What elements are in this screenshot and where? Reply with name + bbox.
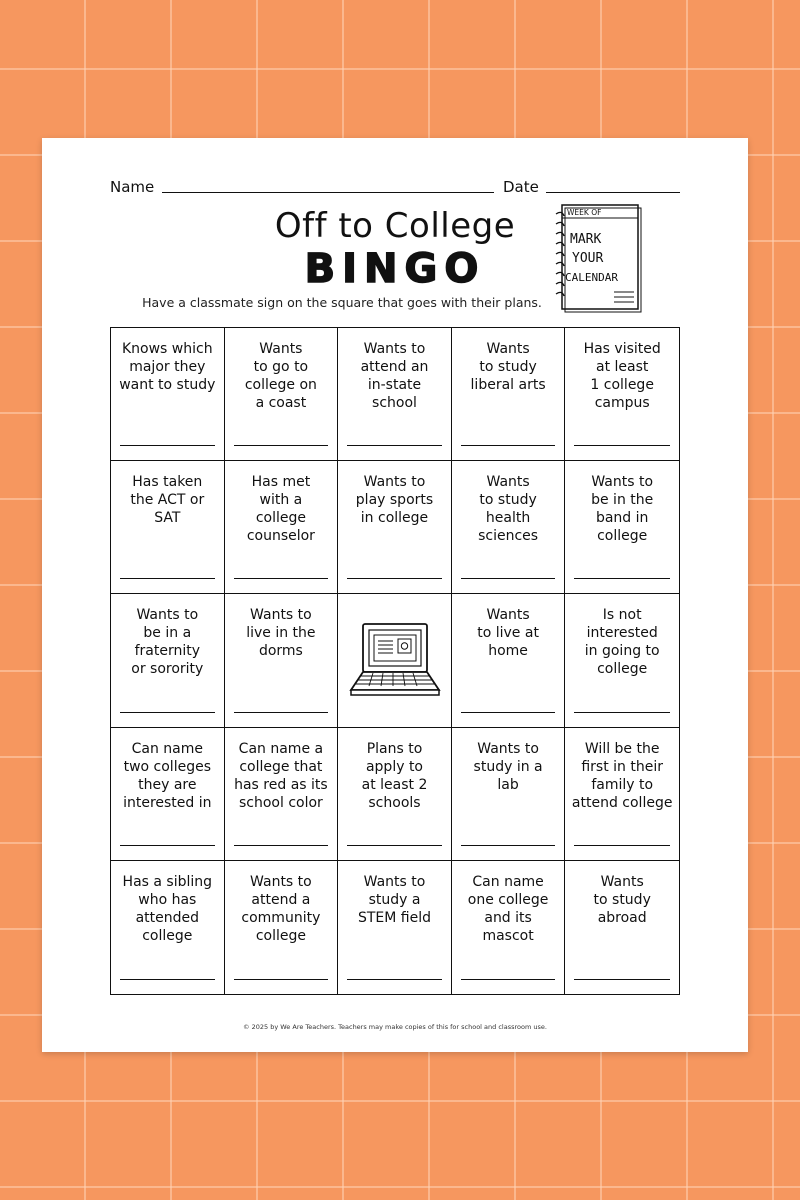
cell-prompt: Can name a college that has red as its school color <box>234 740 328 811</box>
bingo-cell[interactable] <box>225 594 339 727</box>
bingo-cell[interactable] <box>452 461 566 594</box>
signature-line[interactable] <box>574 578 670 579</box>
signature-line[interactable] <box>120 578 215 579</box>
signature-line[interactable] <box>234 445 329 446</box>
bingo-cell[interactable] <box>452 328 566 461</box>
cell-prompt: Wants to be in a fraternity or sorority <box>131 607 204 678</box>
bingo-cell[interactable] <box>338 728 452 861</box>
calendar-line-3: CALENDAR <box>565 271 618 284</box>
worksheet-page <box>42 138 748 1052</box>
name-label: Name <box>110 178 155 196</box>
bingo-cell[interactable] <box>225 728 339 861</box>
cell-prompt: Has visited at least 1 college campus <box>583 341 661 411</box>
bingo-cell[interactable] <box>565 594 679 727</box>
bingo-cell[interactable] <box>452 861 566 994</box>
bingo-grid <box>110 327 680 995</box>
cell-prompt: Knows which major they want to study <box>119 341 216 393</box>
bingo-cell[interactable] <box>565 728 679 861</box>
bingo-cell[interactable] <box>565 861 679 994</box>
date-label: Date <box>503 178 539 196</box>
cell-prompt: Wants to attend an in-state school <box>360 341 429 411</box>
cell-prompt: Wants to study liberal arts <box>470 341 546 393</box>
calendar-notepad-icon <box>552 202 644 314</box>
name-field-line[interactable] <box>162 192 494 193</box>
laptop-icon <box>345 620 445 700</box>
calendar-line-1: MARK <box>570 232 602 247</box>
cell-prompt: Wants to study abroad <box>593 873 651 926</box>
signature-line[interactable] <box>347 578 442 579</box>
name-date-row <box>110 178 680 196</box>
bingo-heading: BINGO <box>304 246 486 292</box>
signature-line[interactable] <box>347 979 442 980</box>
signature-line[interactable] <box>234 845 329 846</box>
cell-prompt: Has taken the ACT or SAT <box>130 474 205 527</box>
cell-prompt: Wants to study health sciences <box>478 474 539 545</box>
bingo-cell[interactable] <box>111 594 225 727</box>
bingo-cell[interactable] <box>225 461 339 594</box>
cell-prompt: Wants to be in the band in college <box>591 474 654 545</box>
cell-prompt: Has met with a college counselor <box>246 474 315 545</box>
signature-line[interactable] <box>120 712 215 713</box>
bingo-cell[interactable] <box>565 461 679 594</box>
signature-line[interactable] <box>574 712 670 713</box>
date-field-line[interactable] <box>546 192 680 193</box>
bingo-cell[interactable] <box>452 594 566 727</box>
signature-line[interactable] <box>120 845 215 846</box>
bingo-cell[interactable] <box>111 728 225 861</box>
calendar-line-2: YOUR <box>572 251 604 266</box>
cell-prompt: Wants to go to college on a coast <box>244 341 317 411</box>
cell-prompt: Wants to live at home <box>477 607 539 660</box>
signature-line[interactable] <box>461 445 556 446</box>
signature-line[interactable] <box>234 712 329 713</box>
bingo-cell[interactable] <box>338 861 452 994</box>
signature-line[interactable] <box>461 578 556 579</box>
cell-prompt: Is not interested in going to college <box>584 607 660 678</box>
calendar-week-label: WEEK OF <box>567 208 602 217</box>
signature-line[interactable] <box>347 845 442 846</box>
bingo-cell[interactable] <box>111 861 225 994</box>
cell-prompt: Wants to study in a lab <box>473 740 543 793</box>
cell-prompt: Has a sibling who has attended college <box>122 873 213 944</box>
signature-line[interactable] <box>234 979 329 980</box>
bingo-cell[interactable] <box>565 328 679 461</box>
signature-line[interactable] <box>120 445 215 446</box>
bingo-cell[interactable] <box>225 328 339 461</box>
bingo-cell[interactable] <box>111 328 225 461</box>
cell-prompt: Plans to apply to at least 2 schools <box>361 740 428 811</box>
signature-line[interactable] <box>234 578 329 579</box>
signature-line[interactable] <box>461 712 556 713</box>
bingo-cell[interactable] <box>338 461 452 594</box>
page-title: Off to College <box>274 206 516 246</box>
signature-line[interactable] <box>347 445 442 446</box>
signature-line[interactable] <box>574 445 670 446</box>
cell-prompt: Wants to attend a community college <box>241 873 321 944</box>
bingo-cell[interactable] <box>225 861 339 994</box>
bingo-cell[interactable] <box>452 728 566 861</box>
signature-line[interactable] <box>461 845 556 846</box>
signature-line[interactable] <box>461 979 556 980</box>
cell-prompt: Wants to play sports in college <box>355 474 434 527</box>
cell-prompt: Wants to study a STEM field <box>357 873 431 926</box>
signature-line[interactable] <box>120 979 215 980</box>
instructions-text: Have a classmate sign on the square that goes with their plans. <box>142 295 542 310</box>
cell-prompt: Wants to live in the dorms <box>246 607 316 660</box>
cell-prompt: Can name two colleges they are interested in <box>123 740 212 811</box>
signature-line[interactable] <box>574 845 670 846</box>
copyright-footer: © 2025 by We Are Teachers. Teachers may make copies of this for school and classroom use. <box>243 1023 547 1031</box>
cell-prompt: Will be the first in their family to attend college <box>571 740 673 811</box>
bingo-cell[interactable] <box>111 461 225 594</box>
signature-line[interactable] <box>574 979 670 980</box>
cell-prompt: Can name one college and its mascot <box>467 873 549 944</box>
bingo-cell[interactable] <box>338 328 452 461</box>
free-space-cell[interactable] <box>338 594 452 727</box>
